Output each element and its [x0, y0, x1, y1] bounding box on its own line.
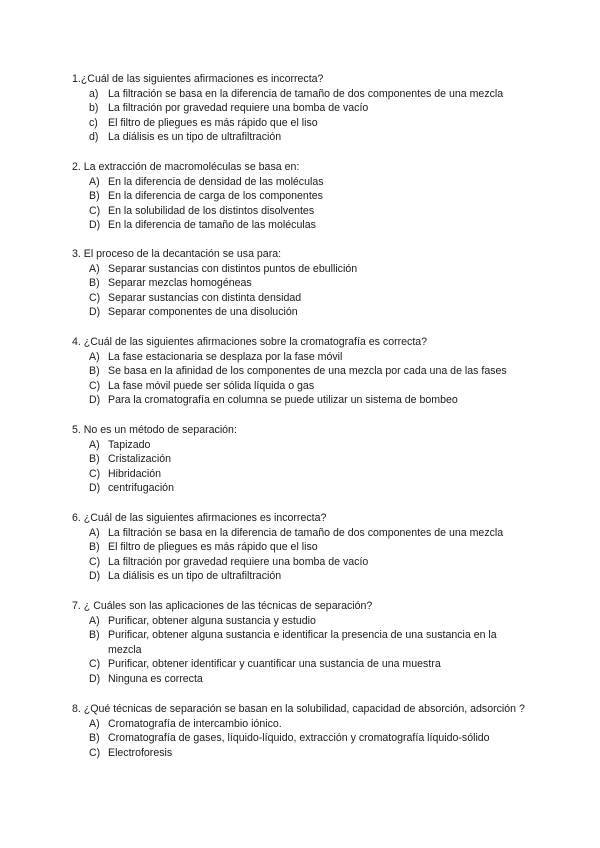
option-text: Cromatografía de intercambio iónico.	[108, 717, 282, 730]
option-text: Separar sustancias con distinta densidad	[108, 291, 302, 304]
option-label: D)	[89, 482, 101, 494]
option-text: Para la cromatografía en columna se puede utilizar un sistema de bombeo	[108, 394, 458, 406]
option-b[interactable]	[72, 540, 532, 555]
option-text: La fase estacionaria se desplaza por la fase móvil	[108, 350, 343, 363]
option-label: C)	[89, 555, 101, 568]
option-b[interactable]	[72, 731, 532, 746]
option-list	[72, 175, 532, 233]
question-text: 4. ¿Cuál de las siguientes afirmaciones sobre la cromatografía es correcta?	[72, 336, 428, 348]
option-text: Cromatografía de gases, líquido-líquido, extracción y cromatografía líquido-sólido	[108, 732, 490, 744]
option-a[interactable]	[72, 262, 532, 277]
option-b[interactable]	[72, 452, 532, 467]
option-text: Purificar, obtener alguna sustancia y estudio	[108, 614, 316, 627]
option-list	[72, 717, 532, 761]
question-text: 5. No es un método de separación:	[72, 424, 237, 436]
option-text: La fase móvil puede ser sólida líquida o gas	[108, 379, 315, 392]
option-list	[72, 87, 532, 145]
option-list	[72, 526, 532, 584]
option-d[interactable]	[72, 672, 532, 687]
option-b[interactable]	[72, 364, 532, 379]
option-text: Separar sustancias con distintos puntos de ebullición	[108, 262, 358, 275]
option-a[interactable]	[72, 87, 532, 102]
option-label: B)	[89, 732, 100, 744]
question-3	[72, 247, 532, 320]
option-text: Purificar, obtener alguna sustancia e identificar la presencia de una sustancia en la mezcla	[108, 629, 497, 656]
option-c[interactable]	[72, 657, 532, 672]
option-label: A)	[89, 175, 100, 188]
option-b[interactable]	[72, 101, 532, 116]
option-label: C)	[89, 467, 101, 480]
option-a[interactable]	[72, 717, 532, 732]
option-text: La filtración por gravedad requiere una bomba de vacío	[108, 555, 369, 568]
option-text: En la solubilidad de los distintos disolventes	[108, 204, 315, 217]
option-c[interactable]	[72, 746, 532, 761]
option-d[interactable]	[72, 218, 532, 233]
option-text: Cristalización	[108, 453, 171, 465]
option-c[interactable]	[72, 467, 532, 482]
option-d[interactable]	[72, 393, 532, 408]
option-text: La filtración por gravedad requiere una bomba de vacío	[108, 102, 369, 114]
option-list	[72, 262, 532, 320]
question-4	[72, 335, 532, 408]
option-label: A)	[89, 717, 100, 730]
option-label: C)	[89, 204, 101, 217]
option-b[interactable]	[72, 189, 532, 204]
option-text: Hibridación	[108, 467, 161, 480]
question-text: 6. ¿Cuál de las siguientes afirmaciones es incorrecta?	[72, 512, 327, 524]
option-label: A)	[89, 438, 100, 451]
option-label: d)	[89, 131, 99, 143]
option-label: C)	[89, 746, 101, 759]
option-label: B)	[89, 365, 100, 377]
option-label: A)	[89, 614, 100, 627]
option-list	[72, 614, 532, 687]
option-text: La filtración se basa en la diferencia de tamaño de dos componentes de una mezcla	[108, 526, 504, 539]
option-text: La diálisis es un tipo de ultrafiltración	[108, 131, 282, 143]
option-a[interactable]	[72, 175, 532, 190]
option-c[interactable]	[72, 116, 532, 131]
option-label: A)	[89, 262, 100, 275]
option-label: C)	[89, 658, 101, 670]
option-label: B)	[89, 541, 100, 553]
option-d[interactable]	[72, 481, 532, 496]
option-c[interactable]	[72, 555, 532, 570]
option-c[interactable]	[72, 204, 532, 219]
option-list	[72, 438, 532, 496]
option-label: b)	[89, 102, 99, 114]
option-label: B)	[89, 629, 100, 641]
question-6	[72, 511, 532, 584]
option-text: El filtro de pliegues es más rápido que el liso	[108, 541, 318, 553]
option-label: D)	[89, 672, 101, 685]
option-text: Separar mezclas homogéneas	[108, 277, 252, 289]
question-text: 7. ¿ Cuáles son las aplicaciones de las técnicas de separación?	[72, 600, 373, 612]
option-label: D)	[89, 306, 101, 318]
question-8	[72, 702, 532, 760]
option-b[interactable]	[72, 276, 532, 291]
option-d[interactable]	[72, 305, 532, 320]
question-text: 2. La extracción de macromoléculas se basa en:	[72, 161, 300, 173]
option-text: Separar componentes de una disolución	[108, 306, 298, 318]
option-text: En la diferencia de carga de los componentes	[108, 190, 323, 202]
option-c[interactable]	[72, 291, 532, 306]
option-text: En la diferencia de tamaño de las moléculas	[108, 219, 316, 231]
option-text: El filtro de pliegues es más rápido que el liso	[108, 116, 318, 129]
option-label: D)	[89, 394, 101, 406]
option-label: B)	[89, 277, 100, 289]
option-a[interactable]	[72, 438, 532, 453]
option-text: Tapizado	[108, 438, 151, 451]
option-label: D)	[89, 570, 101, 582]
option-text: Se basa en la afinidad de los componentes de una mezcla por cada una de las fases	[108, 365, 507, 377]
question-text: 1.¿Cuál de las siguientes afirmaciones es incorrecta?	[72, 73, 324, 85]
option-text: Electroforesis	[108, 746, 173, 759]
option-text: La filtración se basa en la diferencia de tamaño de dos componentes de una mezcla	[108, 87, 504, 100]
question-text: 3. El proceso de la decantación se usa para:	[72, 248, 282, 260]
option-a[interactable]	[72, 350, 532, 365]
option-a[interactable]	[72, 614, 532, 629]
option-label: C)	[89, 291, 101, 304]
option-label: D)	[89, 219, 101, 231]
option-label: c)	[89, 116, 98, 129]
option-text: Ninguna es correcta	[108, 672, 203, 685]
option-b[interactable]	[72, 628, 532, 657]
question-7	[72, 599, 532, 686]
option-label: a)	[89, 87, 99, 100]
question-2	[72, 160, 532, 233]
option-text: centrifugación	[108, 482, 174, 494]
question-text: 8. ¿Qué técnicas de separación se basan en la solubilidad, capacidad de absorción, adsorción ?	[72, 703, 525, 715]
option-label: B)	[89, 453, 100, 465]
option-c[interactable]	[72, 379, 532, 394]
option-label: A)	[89, 526, 100, 539]
option-d[interactable]	[72, 569, 532, 584]
option-text: La diálisis es un tipo de ultrafiltración	[108, 570, 282, 582]
option-text: En la diferencia de densidad de las moléculas	[108, 175, 324, 188]
option-d[interactable]	[72, 130, 532, 145]
option-label: C)	[89, 379, 101, 392]
option-list	[72, 350, 532, 408]
question-5	[72, 423, 532, 496]
option-a[interactable]	[72, 526, 532, 541]
question-1	[72, 72, 532, 145]
option-text: Purificar, obtener identificar y cuantificar una sustancia de una muestra	[108, 658, 441, 670]
option-label: A)	[89, 350, 100, 363]
option-label: B)	[89, 190, 100, 202]
